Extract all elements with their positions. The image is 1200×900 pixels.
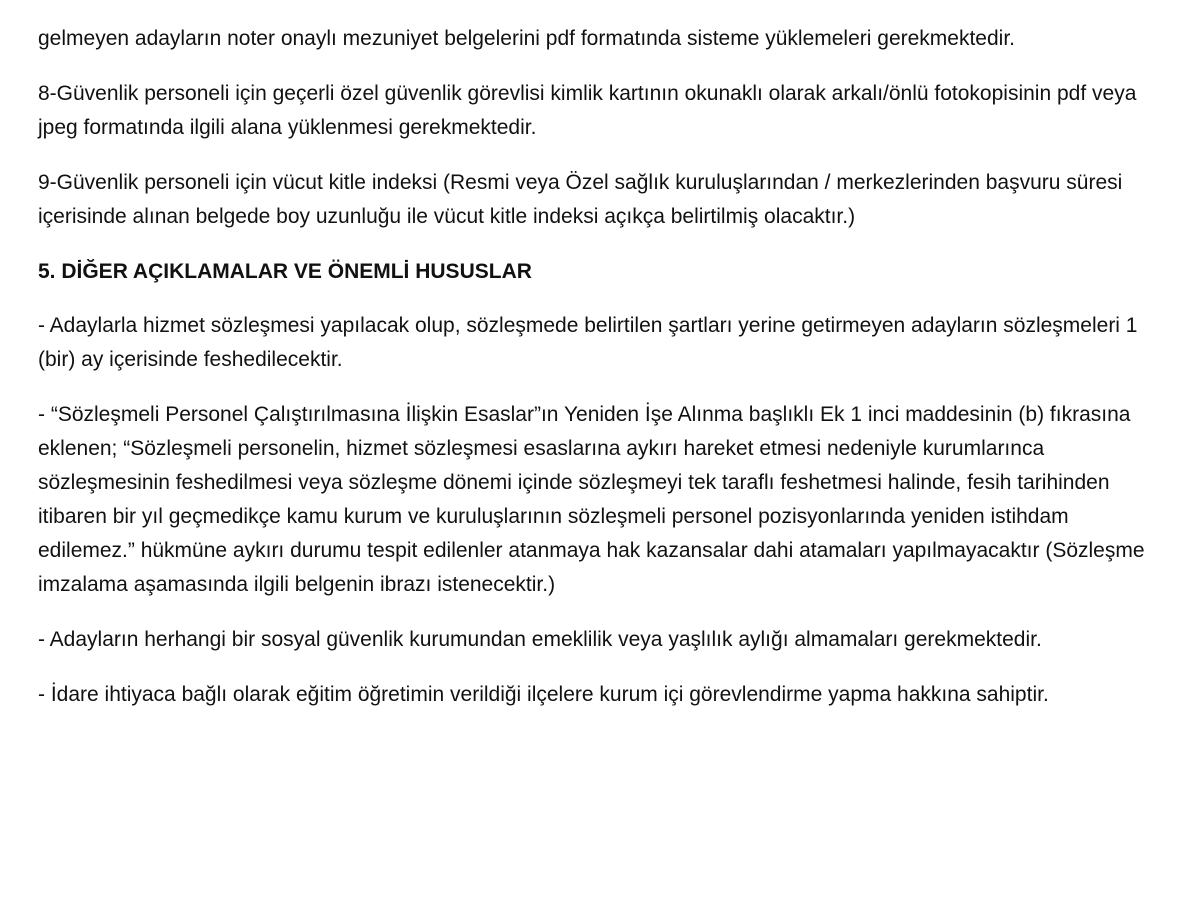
paragraph-assignment: - İdare ihtiyaca bağlı olarak eğitim öğretimin verildiği ilçelere kurum içi görevlendirme yapma hakkına sahiptir. [38, 683, 1049, 706]
paragraph-diploma-upload: gelmeyen adayların noter onaylı mezuniyet belgelerini pdf formatında sisteme yüklemeleri gerekmektedir. [38, 27, 1015, 50]
document-page [38, 22, 1158, 733]
paragraph-pension: - Adayların herhangi bir sosyal güvenlik kurumundan emeklilik veya yaşlılık aylığı almamaları gerekmektedir. [38, 628, 1042, 651]
paragraph-item-9: 9-Güvenlik personeli için vücut kitle indeksi (Resmi veya Özel sağlık kuruluşlarından / merkezlerinden başvuru süresi içerisinde alınan belgede boy uzunluğu ile vücut kitle indeksi açıkça belirtilmiş olacaktır.) [38, 171, 1123, 228]
paragraph-reemployment: - “Sözleşmeli Personel Çalıştırılmasına İlişkin Esaslar”ın Yeniden İşe Alınma başlıklı Ek 1 inci maddesinin (b) fıkrasına eklenen; “Sözleşmeli personelin, hizmet sözleşmesi esaslarına aykırı hareket etmesi nedeniyle kurumlarınca sözleşmesinin feshedilmesi veya sözleşme dönemi içinde sözleşmeyi tek taraflı feshetmesi halinde, fesih tarihinden itibaren bir yıl geçmedikçe kamu kurum ve kuruluşlarının sözleşmeli personel pozisyonlarında yeniden istihdam edilemez.” hükmüne aykırı durumu tespit edilenler atanmaya hak kazansalar dahi atamaları yapılmayacaktır (Sözleşme imzalama aşamasında ilgili belgenin ibrazı istenecektir.) [38, 403, 1145, 596]
section-heading: 5. DİĞER AÇIKLAMALAR VE ÖNEMLİ HUSUSLAR [38, 260, 532, 283]
paragraph-contract: - Adaylarla hizmet sözleşmesi yapılacak olup, sözleşmede belirtilen şartları yerine getirmeyen adayların sözleşmeleri 1 (bir) ay içerisinde feshedilecektir. [38, 314, 1138, 371]
paragraph-item-8: 8-Güvenlik personeli için geçerli özel güvenlik görevlisi kimlik kartının okunaklı olarak arkalı/önlü fotokopisinin pdf veya jpeg formatında ilgili alana yüklenmesi gerekmektedir. [38, 82, 1137, 139]
